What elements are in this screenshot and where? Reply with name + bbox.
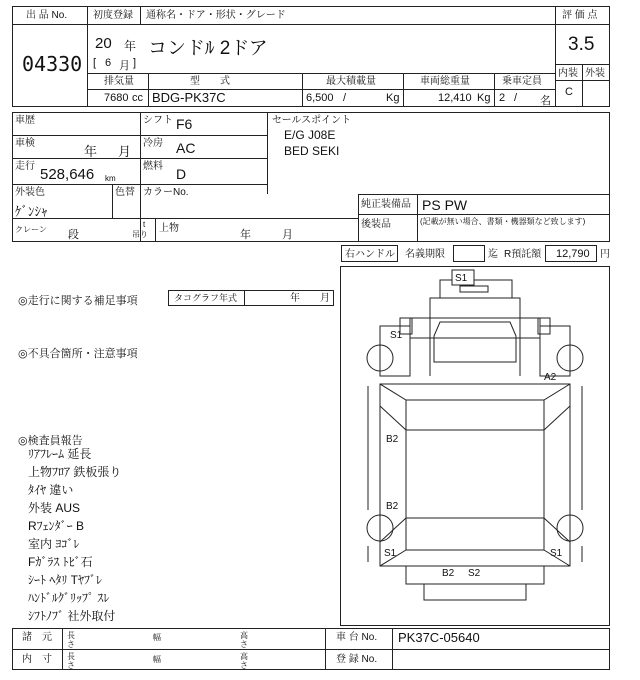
name-change-stamp: 迄 xyxy=(488,249,498,260)
damage-mark: S1 xyxy=(455,273,468,284)
fuel-value: D xyxy=(176,166,187,182)
sales-point-label: セールスポイント xyxy=(272,115,352,126)
history-label: 車歴 xyxy=(15,115,35,126)
inspector-line: 上物ﾌﾛｱ 鉄板張り xyxy=(28,465,122,479)
color-change-label: 色替 xyxy=(115,187,135,198)
mileage-value: 528,646 xyxy=(40,166,95,183)
exterior-color-value: ｹﾞﾝｼｬ xyxy=(15,204,48,219)
damage-mark: B2 xyxy=(386,434,399,445)
chassis-label: 車 台 No. xyxy=(336,632,378,643)
inspector-line: ﾀｲﾔ 違い xyxy=(28,483,74,497)
mount-label: 上物 xyxy=(159,223,179,234)
inspection-label: 車検 xyxy=(15,138,35,149)
dims-height-label: 高さ xyxy=(240,631,248,649)
inner-width-label: 幅 xyxy=(153,655,161,664)
model-code-value: BDG-PK37C xyxy=(152,90,226,105)
score-label: 評 価 点 xyxy=(562,10,598,21)
capacity-unit: 名 xyxy=(540,95,551,107)
capacity-slash: / xyxy=(514,92,518,104)
model-name-label: 通称名・ドア・形状・グレード xyxy=(146,10,286,21)
damage-mark: S1 xyxy=(390,330,403,341)
displacement-unit: cc xyxy=(132,92,143,104)
displacement-value: 7680 xyxy=(104,92,129,104)
inspector-line: ｼｰﾄ ﾍﾀﾘ Tﾔﾌﾞﾚ xyxy=(28,573,102,587)
registration-year-unit: 年 xyxy=(124,39,137,53)
max-load-value: 6,500 xyxy=(306,92,334,104)
lot-label: 出 品 No. xyxy=(26,10,68,21)
inspection-year-unit: 年 xyxy=(84,144,98,159)
inspector-report-label: ◎検査員報告 xyxy=(18,435,83,447)
inspection-month-unit: 月 xyxy=(118,144,132,159)
inspector-line: ｼﾌﾄﾉﾌﾞ 社外取付 xyxy=(28,609,116,623)
recycle-unit: 円 xyxy=(600,249,610,260)
sales-point-line2: BED SEKI xyxy=(284,144,340,158)
inner-height-label: 高さ xyxy=(240,652,248,670)
gross-weight-label: 車両総重量 xyxy=(420,76,470,87)
aftermarket-label: 後装品 xyxy=(361,219,391,230)
displacement-label: 排気量 xyxy=(104,76,134,87)
score-value: 3.5 xyxy=(568,34,595,55)
damage-mark: B2 xyxy=(442,568,455,579)
max-load-label: 最大積載量 xyxy=(326,76,376,87)
interior-score-value: C xyxy=(565,86,573,98)
registration-year: 20 xyxy=(95,35,112,52)
lot-number: 04330 xyxy=(22,52,83,76)
exterior-color-label: 外装色 xyxy=(15,187,45,198)
capacity-label: 乗車定員 xyxy=(502,76,542,87)
inspector-line: 室内 ﾖｺﾞﾚ xyxy=(28,537,80,551)
model-name: コンドﾙ 2ドア xyxy=(148,38,268,59)
damage-mark: B2 xyxy=(386,501,399,512)
sales-point-line1: E/G J08E xyxy=(284,128,336,142)
crane-ton-unit: t xyxy=(143,220,146,229)
dimensions-label: 諸 元 xyxy=(22,632,52,643)
crane-label: クレーン xyxy=(15,225,47,234)
ac-label: 冷房 xyxy=(143,138,163,149)
inspector-line: 外装 AUS xyxy=(28,501,81,515)
interior-score-label: 内装 xyxy=(558,68,578,79)
genuine-equipment-value: PS PW xyxy=(422,197,468,213)
mount-month-unit: 月 xyxy=(282,229,293,241)
first-registration-label: 初度登録 xyxy=(93,10,133,21)
inspector-line: ﾘｱﾌﾚｰﾑ 延長 xyxy=(28,447,92,461)
tacho-year-unit: 年 xyxy=(290,293,300,304)
driving-notes-label: ◎走行に関する補足事項 xyxy=(18,295,138,307)
dims-length-label: 長さ xyxy=(67,631,75,649)
damage-mark: S2 xyxy=(468,568,481,579)
registration-month: 6 xyxy=(105,57,112,69)
gross-weight-value: 12,410 xyxy=(438,92,472,104)
mount-year-unit: 年 xyxy=(240,229,251,241)
name-change-box xyxy=(453,245,485,262)
tacho-label: タコグラフ年式 xyxy=(174,293,238,303)
damage-mark: S1 xyxy=(550,548,563,559)
inner-length-label: 長さ xyxy=(67,652,75,670)
max-load-unit: Kg xyxy=(386,92,400,104)
chassis-number: PK37C-05640 xyxy=(398,630,480,645)
name-change-label: 名義期限 xyxy=(405,249,445,260)
damage-mark: S1 xyxy=(384,548,397,559)
capacity-value: 2 xyxy=(499,92,506,104)
recycle-value: 12,790 xyxy=(556,248,590,260)
fuel-label: 燃料 xyxy=(143,161,163,172)
registration-number-label: 登 録 No. xyxy=(336,654,378,665)
genuine-equipment-label: 純正装備品 xyxy=(361,199,411,210)
gross-weight-unit: Kg xyxy=(477,92,491,104)
registration-month-close: ] xyxy=(133,57,137,69)
inspector-line: Rﾌｪﾝﾀﾞｰ B xyxy=(28,519,85,533)
defects-label: ◎不具合箇所・注意事項 xyxy=(18,348,138,360)
steering-value: 右ハンドル xyxy=(345,249,395,260)
crane-stage-unit: 段 xyxy=(68,229,79,241)
shift-label: シフト xyxy=(143,115,173,126)
truck-damage-diagram xyxy=(340,266,610,626)
recycle-label: R預託額 xyxy=(504,249,542,260)
inspector-line: ﾊﾝﾄﾞﾙｸﾞﾘｯﾌﾟ ｽﾚ xyxy=(28,591,110,605)
inner-dimensions-label: 内 寸 xyxy=(22,654,52,665)
exterior-score-label: 外装 xyxy=(585,68,605,79)
registration-month-open: [ xyxy=(93,57,97,69)
crane-lift-unit: 吊り xyxy=(132,230,148,239)
tacho-month-unit: 月 xyxy=(320,293,330,304)
registration-month-unit: 月 xyxy=(119,60,130,72)
mileage-unit: km xyxy=(105,174,116,183)
ac-value: AC xyxy=(176,140,196,156)
damage-mark: A2 xyxy=(544,372,557,383)
aftermarket-note: (記載が無い場合、書類・機器類など致します) xyxy=(420,217,586,226)
max-load-slash: / xyxy=(343,92,347,104)
dims-width-label: 幅 xyxy=(153,633,161,642)
color-code-label: カラーNo. xyxy=(143,187,189,198)
model-code-label: 型 式 xyxy=(190,76,230,87)
inspector-line: Fｶﾞﾗｽ ﾄﾋﾞ石 xyxy=(28,555,93,569)
mileage-label: 走行 xyxy=(15,161,35,172)
shift-value: F6 xyxy=(176,116,193,132)
